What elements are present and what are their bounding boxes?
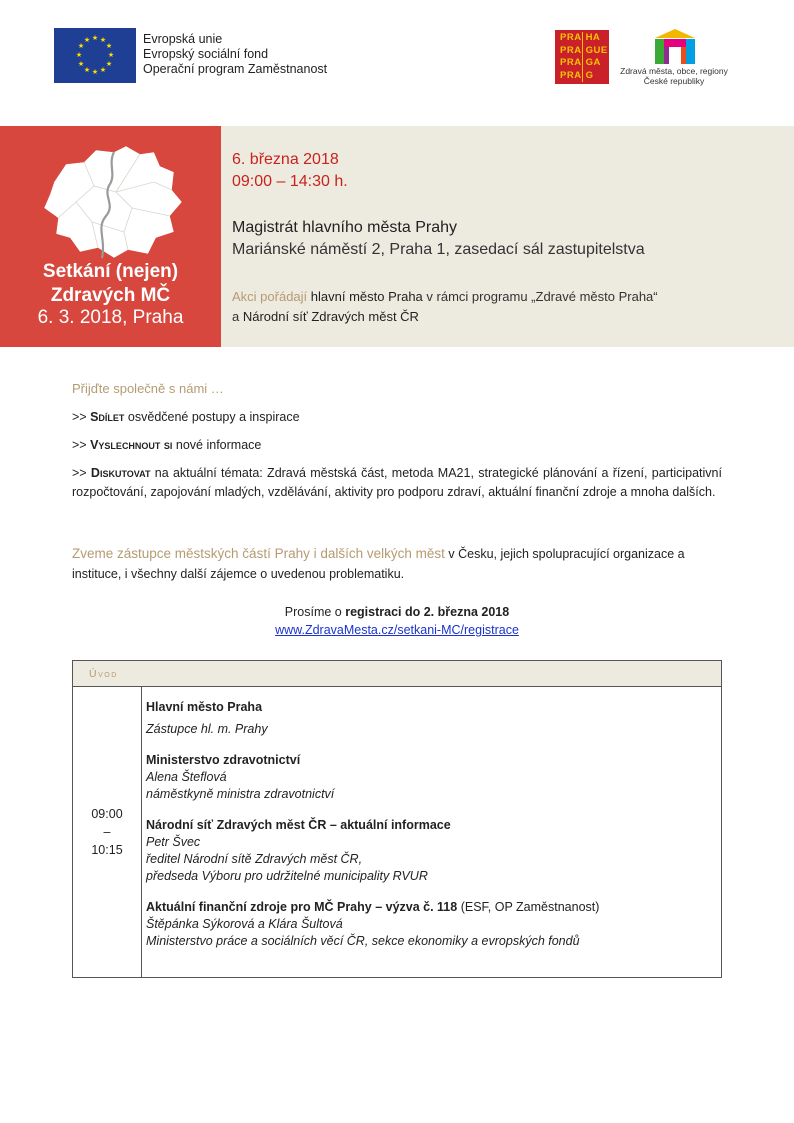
programme-section-header [73,661,721,687]
praha-logo-cell: PRA [560,44,582,56]
item-title: Národní síť Zdravých měst ČR – aktuální informace [146,818,451,832]
item-line: Alena Šteflová [146,770,227,784]
svg-text:★: ★ [77,60,85,68]
time-column [73,687,142,977]
invitation-rest: v Česku, jejich spolupracující organizace a instituce, i všechny další zájemce o uvedenou problematiku. [72,547,685,581]
svg-text:★: ★ [91,34,99,42]
praha-logo-cell: PRA [560,69,582,81]
praha-logo-cell: PRA [560,32,582,43]
event-time: 09:00 – 14:30 h. [232,173,348,190]
event-date: 6. března 2018 [232,151,339,168]
healthy-cities-logo-icon [650,28,700,66]
bullet-text: nové informace [175,438,262,452]
event-address: Mariánské náměstí 2, Praha 1, zasedací sál zastupitelstva [232,241,645,258]
praha-logo-cell: HA [585,32,601,43]
organizers-mid: v rámci programu „Zdravé město Praha“ [426,289,658,304]
eu-flag-logo [54,28,136,83]
programme-item [146,699,716,738]
item-title-note: (ESF, OP Zaměstnanost) [460,900,600,914]
banner-right [221,126,794,347]
item-line: ředitel Národní sítě Zdravých měst ČR, [146,852,363,866]
banner-left [0,126,221,347]
event-place: Magistrát hlavního města Prahy [232,219,457,236]
banner-subtitle: 6. 3. 2018, Praha [37,307,184,328]
time-end: 10:15 [91,843,123,857]
svg-text:★: ★ [83,66,91,74]
programme-item [146,899,716,950]
praha-logo [555,30,609,84]
svg-text:★: ★ [107,51,115,59]
item-title: Ministerstvo zdravotnictví [146,753,301,767]
organizers-line-2 [232,309,419,324]
registration-deadline: registraci do 2. března 2018 [345,605,510,619]
item-line: Ministerstvo práce a sociálních věcí ČR, sekce ekonomiky a evropských fondů [146,934,580,948]
svg-text:★: ★ [83,36,91,44]
programme-item [146,752,716,803]
item-line: náměstkyně ministra zdravotnictví [146,787,335,801]
registration-prefix: Prosíme o [284,605,342,619]
healthy-cities-text [620,66,728,86]
time-start: 09:00 [91,807,123,821]
time-dash: – [103,825,111,839]
banner-title-line: Setkání (nejen) [42,261,179,282]
programme-item [146,817,716,885]
invitation-highlight: Zveme zástupce městských částí Prahy i dalších velkých měst [72,546,445,561]
intro-heading: Přijďte společně s námi … [72,381,224,396]
praha-logo-cell: GA [585,57,601,68]
eu-stars-icon [54,28,136,83]
intro-bullet [72,438,261,452]
bullet-key: Sdílet [90,410,125,424]
registration-link-line [0,623,794,637]
bullet-text: na aktuální témata: Zdravá městská část, metoda MA21, strategické plánování a řízení, participativní rozpočtování, zapojování mladých, vzdělávání, aktivity pro podporu zdraví, aktuální finanční zdroje a mnoha dalších. [72,466,722,499]
item-line: předseda Výboru pro udržitelné municipality RVUR [146,869,428,883]
bullet-key: Vyslechnout si [90,438,173,452]
item-line: Petr Švec [146,835,201,849]
organizer-name: hlavní město Praha [310,289,423,304]
healthy-cities-line: Zdravá města, obce, regiony [620,66,728,76]
item-title: Hlavní město Praha [146,700,263,714]
svg-text:★: ★ [99,36,107,44]
svg-text:★: ★ [105,42,113,50]
praha-logo-cell: PRA [560,57,582,68]
bullet-key: Diskutovat [90,466,151,480]
organizers-and: a [232,309,240,324]
section-label: Úvod [89,668,118,680]
item-line: Zástupce hl. m. Prahy [146,722,268,736]
item-title: Aktuální finanční zdroje pro MČ Prahy – výzva č. 118 [146,900,458,914]
registration-line [0,605,794,619]
banner-title [0,260,221,308]
svg-text:★: ★ [75,51,83,59]
intro-bullet [72,464,722,502]
svg-text:★: ★ [91,68,99,76]
healthy-cities-line: České republiky [643,76,705,86]
item-title-row [146,899,716,916]
intro-bullet [72,410,300,424]
organizer-name-2: Národní síť Zdravých měst ČR [242,309,419,324]
bullet-prefix: >> [72,410,87,424]
svg-text:★: ★ [77,42,85,50]
item-line: Štěpánka Sýkorová a Klára Šultová [146,917,343,931]
praha-logo-cell: G [585,69,594,81]
bullet-prefix: >> [72,438,87,452]
organizers-line [232,289,658,304]
eu-line: Operační program Zaměstnanost [143,62,328,76]
eu-line: Evropský sociální fond [143,47,269,61]
invitation-paragraph [72,544,722,584]
prague-map-icon [36,142,184,260]
praha-logo-cell: GUE [585,44,608,56]
bullet-prefix: >> [72,466,87,480]
programme-table [72,660,722,978]
banner-title-line: Zdravých MČ [50,285,171,306]
programme-items [146,699,716,964]
organizers-prefix: Akci pořádají [232,289,308,304]
svg-text:★: ★ [99,66,107,74]
registration-link[interactable]: www.ZdravaMesta.cz/setkani-MC/registrace [275,623,519,637]
bullet-text: osvědčené postupy a inspirace [127,410,300,424]
eu-text [143,32,327,77]
svg-text:★: ★ [105,60,113,68]
eu-line: Evropská unie [143,32,223,46]
